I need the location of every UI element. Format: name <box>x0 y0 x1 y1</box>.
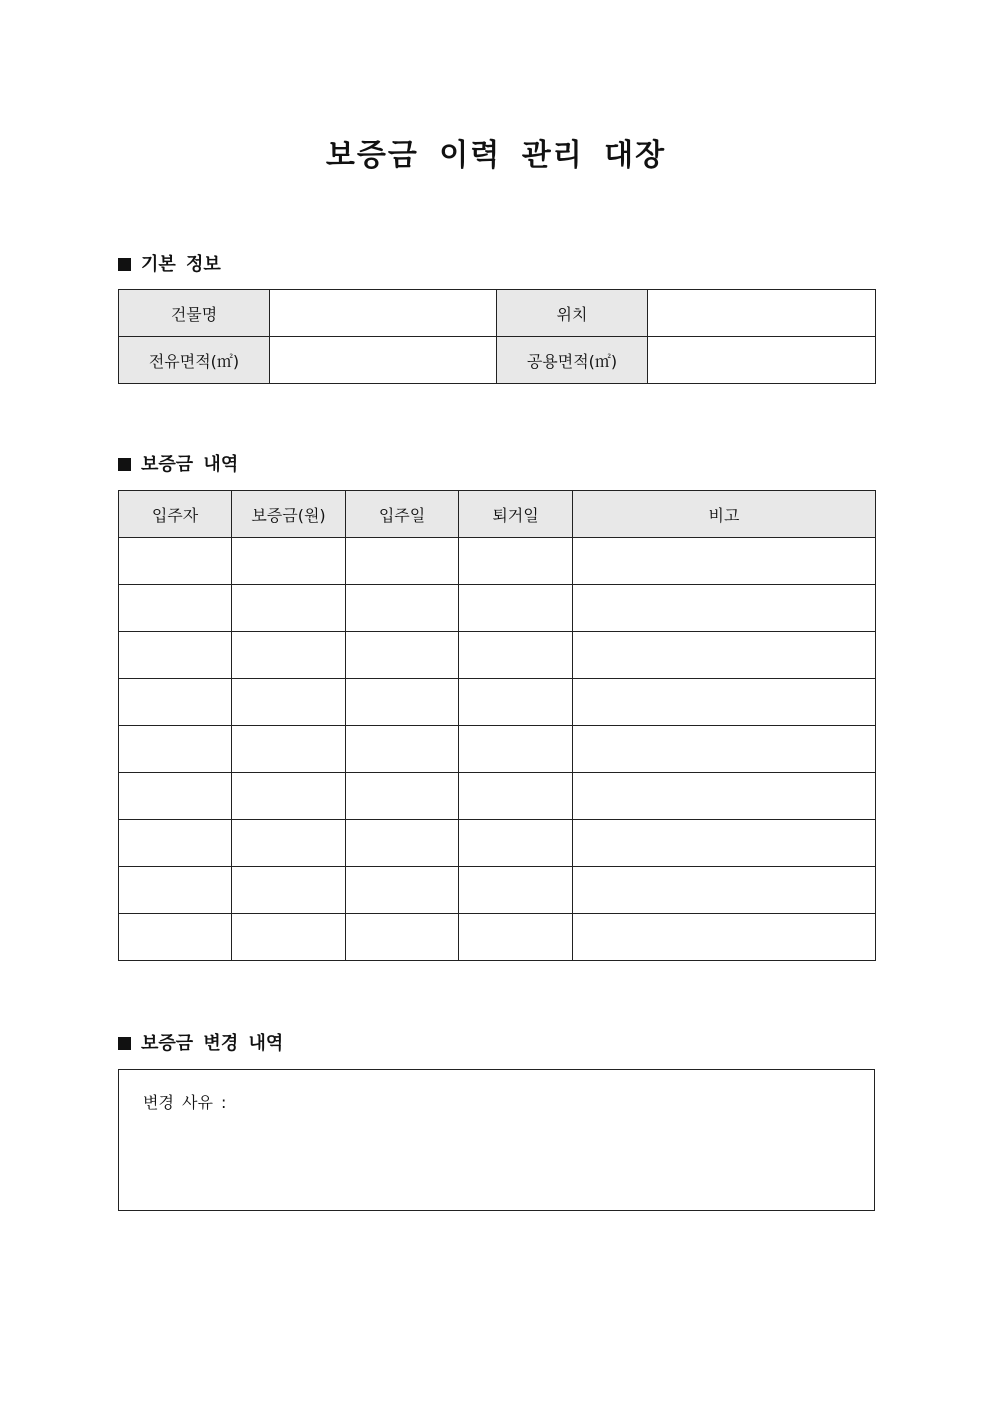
change-reason-box[interactable] <box>118 1069 875 1211</box>
section-heading-text: 보증금 변경 내역 <box>141 1033 284 1054</box>
square-bullet-icon <box>118 258 131 271</box>
table-row <box>119 290 876 337</box>
section-heading-text: 보증금 내역 <box>141 454 239 475</box>
move-in-date-cell[interactable] <box>346 820 459 867</box>
remarks-cell[interactable] <box>573 820 876 867</box>
page-title: 보증금 이력 관리 대장 <box>325 138 667 173</box>
tenant-cell[interactable] <box>119 632 232 679</box>
deposit-cell[interactable] <box>232 726 346 773</box>
move-in-date-cell[interactable] <box>346 867 459 914</box>
move-out-date-cell[interactable] <box>459 773 573 820</box>
move-in-date-cell[interactable] <box>346 679 459 726</box>
move-out-date-cell[interactable] <box>459 538 573 585</box>
column-header-remarks: 비고 <box>573 491 876 538</box>
move-in-date-cell[interactable] <box>346 726 459 773</box>
remarks-cell[interactable] <box>573 726 876 773</box>
table-row <box>119 337 876 384</box>
table-row <box>119 820 876 867</box>
column-header-deposit: 보증금(원) <box>232 491 346 538</box>
move-in-date-cell[interactable] <box>346 632 459 679</box>
deposit-cell[interactable] <box>232 867 346 914</box>
deposit-cell[interactable] <box>232 538 346 585</box>
square-bullet-icon <box>118 1037 131 1050</box>
tenant-cell[interactable] <box>119 914 232 961</box>
deposit-cell[interactable] <box>232 820 346 867</box>
move-out-date-cell[interactable] <box>459 820 573 867</box>
section-heading-basic-info <box>118 252 221 278</box>
deposit-cell[interactable] <box>232 914 346 961</box>
move-in-date-cell[interactable] <box>346 585 459 632</box>
remarks-cell[interactable] <box>573 679 876 726</box>
tenant-cell[interactable] <box>119 679 232 726</box>
tenant-cell[interactable] <box>119 726 232 773</box>
building-name-label: 건물명 <box>119 290 270 337</box>
table-row <box>119 773 876 820</box>
column-header-tenant: 입주자 <box>119 491 232 538</box>
move-in-date-cell[interactable] <box>346 773 459 820</box>
common-area-label: 공용면적(㎡) <box>497 337 648 384</box>
move-out-date-cell[interactable] <box>459 679 573 726</box>
move-out-date-cell[interactable] <box>459 585 573 632</box>
common-area-field[interactable] <box>648 337 876 384</box>
tenant-cell[interactable] <box>119 867 232 914</box>
table-header-row <box>119 491 876 538</box>
square-bullet-icon <box>118 458 131 471</box>
deposit-cell[interactable] <box>232 679 346 726</box>
building-name-field[interactable] <box>270 290 497 337</box>
tenant-cell[interactable] <box>119 820 232 867</box>
table-row <box>119 538 876 585</box>
deposit-cell[interactable] <box>232 585 346 632</box>
basic-info-table <box>118 289 876 384</box>
tenant-cell[interactable] <box>119 773 232 820</box>
remarks-cell[interactable] <box>573 914 876 961</box>
move-out-date-cell[interactable] <box>459 914 573 961</box>
change-reason-label: 변경 사유 : <box>143 1093 227 1112</box>
table-row <box>119 679 876 726</box>
table-row <box>119 726 876 773</box>
remarks-cell[interactable] <box>573 632 876 679</box>
remarks-cell[interactable] <box>573 773 876 820</box>
exclusive-area-label: 전유면적(㎡) <box>119 337 270 384</box>
remarks-cell[interactable] <box>573 867 876 914</box>
deposit-cell[interactable] <box>232 773 346 820</box>
column-header-move-out-date: 퇴거일 <box>459 491 573 538</box>
move-out-date-cell[interactable] <box>459 867 573 914</box>
table-row <box>119 585 876 632</box>
section-heading-deposit-history <box>118 452 238 478</box>
section-heading-deposit-changes <box>118 1031 283 1057</box>
location-label: 위치 <box>497 290 648 337</box>
tenant-cell[interactable] <box>119 585 232 632</box>
section-heading-text: 기본 정보 <box>141 254 221 275</box>
remarks-cell[interactable] <box>573 585 876 632</box>
location-field[interactable] <box>648 290 876 337</box>
deposit-history-table <box>118 490 876 961</box>
table-row <box>119 867 876 914</box>
exclusive-area-field[interactable] <box>270 337 497 384</box>
table-row <box>119 914 876 961</box>
table-row <box>119 632 876 679</box>
column-header-move-in-date: 입주일 <box>346 491 459 538</box>
move-out-date-cell[interactable] <box>459 726 573 773</box>
move-in-date-cell[interactable] <box>346 914 459 961</box>
move-out-date-cell[interactable] <box>459 632 573 679</box>
move-in-date-cell[interactable] <box>346 538 459 585</box>
remarks-cell[interactable] <box>573 538 876 585</box>
tenant-cell[interactable] <box>119 538 232 585</box>
deposit-cell[interactable] <box>232 632 346 679</box>
